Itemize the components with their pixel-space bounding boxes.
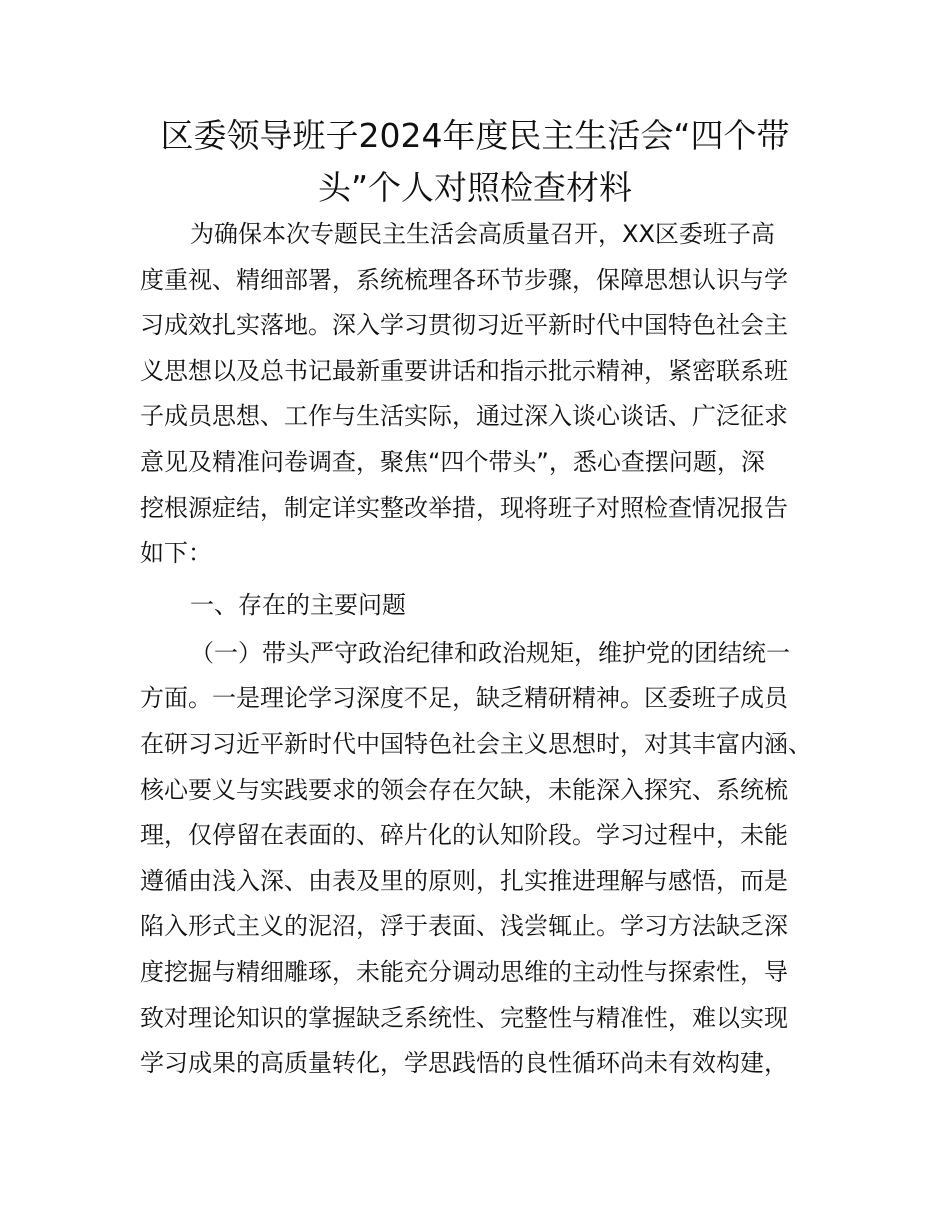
paragraph-line: 遵循由浅入深、由表及里的原则，扎实推进理解与感悟，而是: [140, 866, 788, 895]
paragraph-line: 在研习习近平新时代中国特色社会主义思想时，对其丰富内涵、: [140, 729, 812, 758]
paragraph-line: 为确保本次专题民主生活会高质量召开，XX区委班子高: [190, 220, 775, 248]
title-line-1: 区委领导班子2024年度民主生活会“四个带: [160, 116, 790, 155]
paragraph-line: 如下：: [140, 539, 212, 568]
paragraph-line: 致对理论知识的掌握缺乏系统性、完整性与精准性，难以实现: [140, 1003, 788, 1032]
paragraph-line: 习成效扎实落地。深入学习贯彻习近平新时代中国特色社会主: [140, 311, 788, 340]
section-heading: 一、存在的主要问题: [190, 590, 406, 619]
intro-paragraph: [140, 212, 830, 577]
paragraph-line: （一）带头严守政治纪律和政治规矩，维护党的团结统一: [190, 638, 790, 667]
section-paragraph: [140, 631, 830, 1087]
paragraph-line: 挖根源症结，制定详实整改举措，现将班子对照检查情况报告: [140, 493, 788, 522]
title-line-2: 头”个人对照检查材料: [317, 168, 633, 207]
paragraph-line: 度挖掘与精细雕琢，未能充分调动思维的主动性与探索性，导: [140, 957, 788, 986]
paragraph-line: 理，仅停留在表面的、碎片化的认知阶段。学习过程中，未能: [140, 821, 788, 850]
paragraph-line: 方面。一是理论学习深度不足，缺乏精研精神。区委班子成员: [140, 684, 788, 713]
paragraph-line: 核心要义与实践要求的领会存在欠缺，未能深入探究、系统梳: [140, 775, 788, 804]
paragraph-line: 陷入形式主义的泥沼，浮于表面、浅尝辄止。学习方法缺乏深: [140, 912, 788, 941]
paragraph-line: 度重视、精细部署，系统梳理各环节步骤，保障思想认识与学: [140, 265, 788, 294]
paragraph-line: 意见及精准问卷调查，聚焦“四个带头”，悉心查摆问题，深: [140, 447, 765, 476]
paragraph-line: 学习成果的高质量转化，学思践悟的良性循环尚未有效构建，: [140, 1049, 788, 1078]
document-title: [140, 110, 810, 214]
paragraph-line: 义思想以及总书记最新重要讲话和指示批示精神，紧密联系班: [140, 356, 788, 385]
paragraph-line: 子成员思想、工作与生活实际，通过深入谈心谈话、广泛征求: [140, 402, 788, 431]
document-body: [140, 212, 830, 1087]
